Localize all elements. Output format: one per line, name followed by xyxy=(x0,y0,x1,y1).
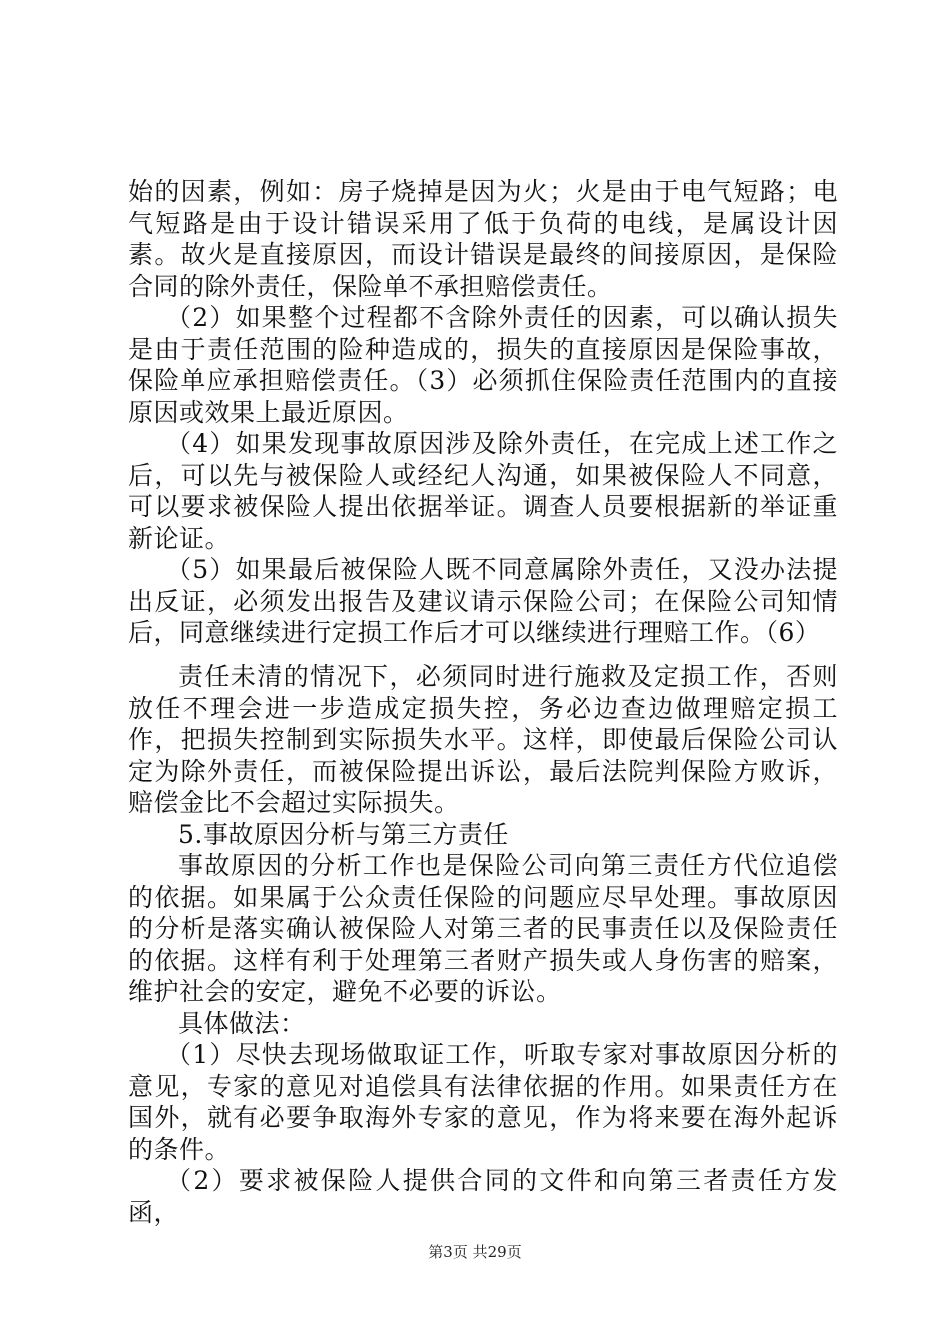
paragraph-method-1: （1）尽快去现场做取证工作，听取专家对事故原因分析的意见，专家的意见对追偿具有法律依据的作用。如果责任方在国外，就有必要争取海外专家的意见，作为将来要在海外起诉的条件。 xyxy=(128,1040,838,1164)
page-footer: 第3页 共29页 xyxy=(428,1243,522,1261)
paragraph-exclusion-example: 始的因素，例如：房子烧掉是因为火；火是由于电气短路；电气短路是由于设计错误采用了低于负荷的电线，是属设计因素。故火是直接原因，而设计错误是最终的间接原因，是保险合同的除外责任，保险单不承担赔偿责任。 xyxy=(128,177,838,301)
paragraph-cause-analysis: 事故原因的分析工作也是保险公司向第三责任方代位追偿的依据。如果属于公众责任保险的问题应尽早处理。事故原因的分析是落实确认被保险人对第三者的民事责任以及保险责任的依据。这样有利于处理第三者财产损失或人身伤害的赔案，维护社会的安定，避免不必要的诉讼。 xyxy=(128,851,838,1006)
paragraph-method-2: （2）要求被保险人提供合同的文件和向第三者责任方发函， xyxy=(128,1166,838,1227)
section-heading: 5.事故原因分析与第三方责任 xyxy=(178,819,509,849)
text-block-lower xyxy=(128,661,838,1228)
subheading-method: 具体做法： xyxy=(178,1008,306,1038)
paragraph-item-6-continued: 责任未清的情况下，必须同时进行施救及定损工作，否则放任不理会进一步造成定损失控，务必边查边做理赔定损工作，把损失控制到实际损失水平。这样，即使最后保险公司认定为除外责任，而被保险提出诉讼，最后法院判保险方败诉，赔偿金比不会超过实际损失。 xyxy=(128,662,838,817)
text-block-upper xyxy=(128,176,838,649)
paragraph-item-4: （4）如果发现事故原因涉及除外责任，在完成上述工作之后，可以先与被保险人或经纪人沟通，如果被保险人不同意，可以要求被保险人提出依据举证。调查人员要根据新的举证重新论证。 xyxy=(128,429,838,553)
paragraph-item-2-3: （2）如果整个过程都不含除外责任的因素，可以确认损失是由于责任范围的险种造成的，损失的直接原因是保险事故，保险单应承担赔偿责任。（3）必须抓住保险责任范围内的直接原因或效果上最近原因。 xyxy=(128,303,838,427)
paragraph-item-5: （5）如果最后被保险人既不同意属除外责任，又没办法提出反证，必须发出报告及建议请示保险公司；在保险公司知情后，同意继续进行定损工作后才可以继续进行理赔工作。（6） xyxy=(128,555,838,647)
